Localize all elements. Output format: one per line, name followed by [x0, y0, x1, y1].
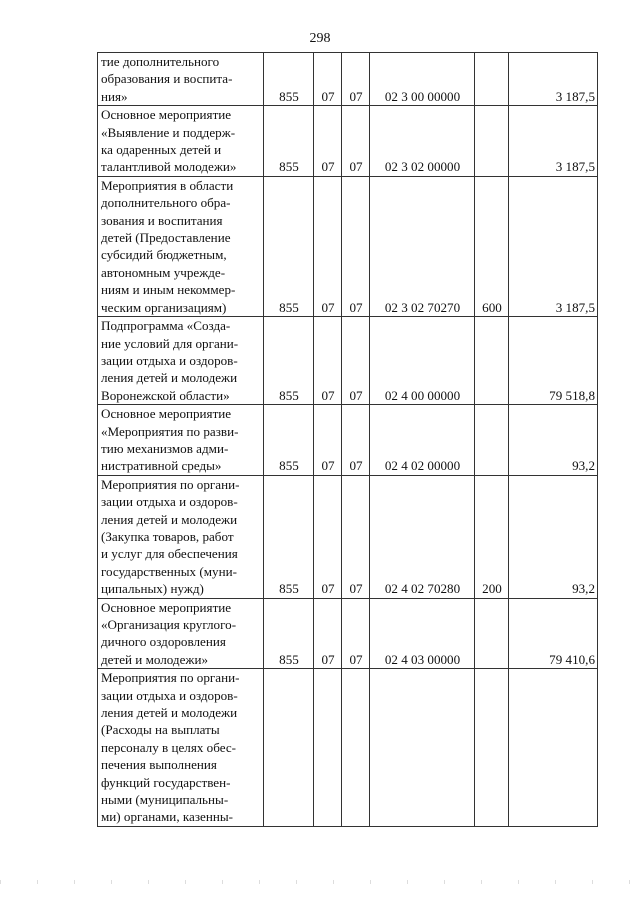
table-row	[98, 475, 598, 598]
name-cell	[98, 669, 264, 827]
name-cell	[98, 53, 264, 106]
subsection-cell: 07	[342, 475, 370, 598]
grbs-cell: 855	[264, 53, 314, 106]
amount-cell: 79 410,6	[509, 598, 598, 669]
table-row	[98, 669, 598, 827]
name-line: функций государствен-	[101, 774, 231, 790]
section-cell: 07	[314, 598, 342, 669]
name-cell	[98, 598, 264, 669]
expense-type-cell	[475, 598, 509, 669]
table-row	[98, 53, 598, 106]
target-article-cell: 02 3 02 70270	[370, 176, 475, 316]
name-line: Основное мероприятие	[101, 599, 232, 615]
name-line: ка одаренных детей и	[101, 142, 222, 158]
name-line: ниям и иным некоммер-	[101, 282, 236, 298]
name-line: Мероприятия по органи-	[101, 476, 240, 492]
name-line: Основное мероприятие	[101, 406, 232, 422]
name-line: Воронежской области»	[101, 387, 230, 403]
grbs-cell: 855	[264, 176, 314, 316]
name-line: образования и воспита-	[101, 71, 233, 87]
amount-cell: 3 187,5	[509, 176, 598, 316]
name-line: ными (муниципальны-	[101, 792, 229, 808]
name-line: ние условий для органи-	[101, 335, 239, 351]
target-article-cell: 02 3 00 00000	[370, 53, 475, 106]
subsection-cell: 07	[342, 53, 370, 106]
name-cell	[98, 106, 264, 177]
name-line: нистративной среды»	[101, 458, 222, 474]
name-line: ния»	[101, 88, 128, 104]
name-line: Подпрограмма «Созда-	[101, 318, 231, 334]
section-cell: 07	[314, 176, 342, 316]
name-line: «Мероприятия по разви-	[101, 423, 239, 439]
amount-cell: 3 187,5	[509, 106, 598, 177]
grbs-cell: 855	[264, 106, 314, 177]
section-cell	[314, 669, 342, 827]
name-line: Мероприятия по органи-	[101, 670, 240, 686]
expense-type-cell	[475, 669, 509, 827]
subsection-cell: 07	[342, 598, 370, 669]
target-article-cell: 02 4 02 70280	[370, 475, 475, 598]
name-line: зации отдыха и оздоров-	[101, 494, 238, 510]
target-article-cell: 02 4 02 00000	[370, 405, 475, 476]
grbs-cell: 855	[264, 475, 314, 598]
name-line: автономным учрежде-	[101, 264, 226, 280]
table-body	[98, 53, 598, 827]
expense-type-cell	[475, 317, 509, 405]
name-line: детей и молодежи»	[101, 651, 209, 667]
name-line: зации отдыха и оздоров-	[101, 687, 238, 703]
name-line: ми) органами, казенны-	[101, 809, 233, 825]
name-line: «Организация круглого-	[101, 617, 237, 632]
subsection-cell: 07	[342, 176, 370, 316]
section-cell: 07	[314, 405, 342, 476]
subsection-cell: 07	[342, 317, 370, 405]
name-line: (Закупка товаров, работ	[101, 528, 234, 544]
section-cell: 07	[314, 317, 342, 405]
name-cell	[98, 405, 264, 476]
table-row	[98, 106, 598, 177]
page-number: 298	[309, 31, 331, 46]
table-row	[98, 598, 598, 669]
scan-noise	[0, 880, 640, 884]
subsection-cell	[342, 669, 370, 827]
name-cell	[98, 475, 264, 598]
name-line: и услуг для обеспечения	[101, 546, 238, 562]
name-line: печения выполнения	[101, 757, 217, 773]
name-cell	[98, 317, 264, 405]
budget-table	[97, 52, 598, 827]
name-line: государственных (муни-	[101, 563, 237, 579]
amount-cell: 79 518,8	[509, 317, 598, 405]
name-line: зования и воспитания	[101, 212, 223, 228]
target-article-cell: 02 4 00 00000	[370, 317, 475, 405]
amount-cell	[509, 669, 598, 827]
name-line: ления детей и молодежи	[101, 705, 238, 721]
expense-type-cell	[475, 53, 509, 106]
expense-type-cell: 600	[475, 176, 509, 316]
name-line: ципальных) нужд)	[101, 581, 204, 597]
name-line: зации отдыха и оздоров-	[101, 352, 238, 368]
expense-type-cell: 200	[475, 475, 509, 598]
name-line: детей (Предоставление	[101, 230, 231, 246]
name-line: Мероприятия в области	[101, 177, 234, 193]
name-line: персоналу в целях обес-	[101, 739, 237, 755]
grbs-cell: 855	[264, 317, 314, 405]
amount-cell: 93,2	[509, 475, 598, 598]
name-line: тие дополнительного	[101, 54, 220, 69]
name-line: ческим организациям)	[101, 299, 227, 315]
expense-type-cell	[475, 405, 509, 476]
name-line: (Расходы на выплаты	[101, 722, 220, 738]
name-line: ления детей и молодежи	[101, 511, 238, 527]
section-cell: 07	[314, 53, 342, 106]
subsection-cell: 07	[342, 106, 370, 177]
amount-cell: 3 187,5	[509, 53, 598, 106]
subsection-cell: 07	[342, 405, 370, 476]
name-line: талантливой молодежи»	[101, 159, 237, 175]
section-cell: 07	[314, 475, 342, 598]
amount-cell: 93,2	[509, 405, 598, 476]
table-row	[98, 317, 598, 405]
grbs-cell	[264, 669, 314, 827]
expense-type-cell	[475, 106, 509, 177]
name-line: ления детей и молодежи	[101, 370, 238, 386]
name-line: субсидий бюджетным,	[101, 247, 227, 263]
section-cell: 07	[314, 106, 342, 177]
name-line: тию механизмов адми-	[101, 440, 229, 456]
grbs-cell: 855	[264, 405, 314, 476]
name-line: Основное мероприятие	[101, 107, 232, 123]
target-article-cell: 02 3 02 00000	[370, 106, 475, 177]
name-line: дополнительного обра-	[101, 195, 231, 211]
name-line: «Выявление и поддерж-	[101, 124, 236, 140]
grbs-cell: 855	[264, 598, 314, 669]
target-article-cell	[370, 669, 475, 827]
name-cell	[98, 176, 264, 316]
table-row	[98, 405, 598, 476]
target-article-cell: 02 4 03 00000	[370, 598, 475, 669]
name-line: дичного оздоровления	[101, 634, 226, 650]
table-row	[98, 176, 598, 316]
